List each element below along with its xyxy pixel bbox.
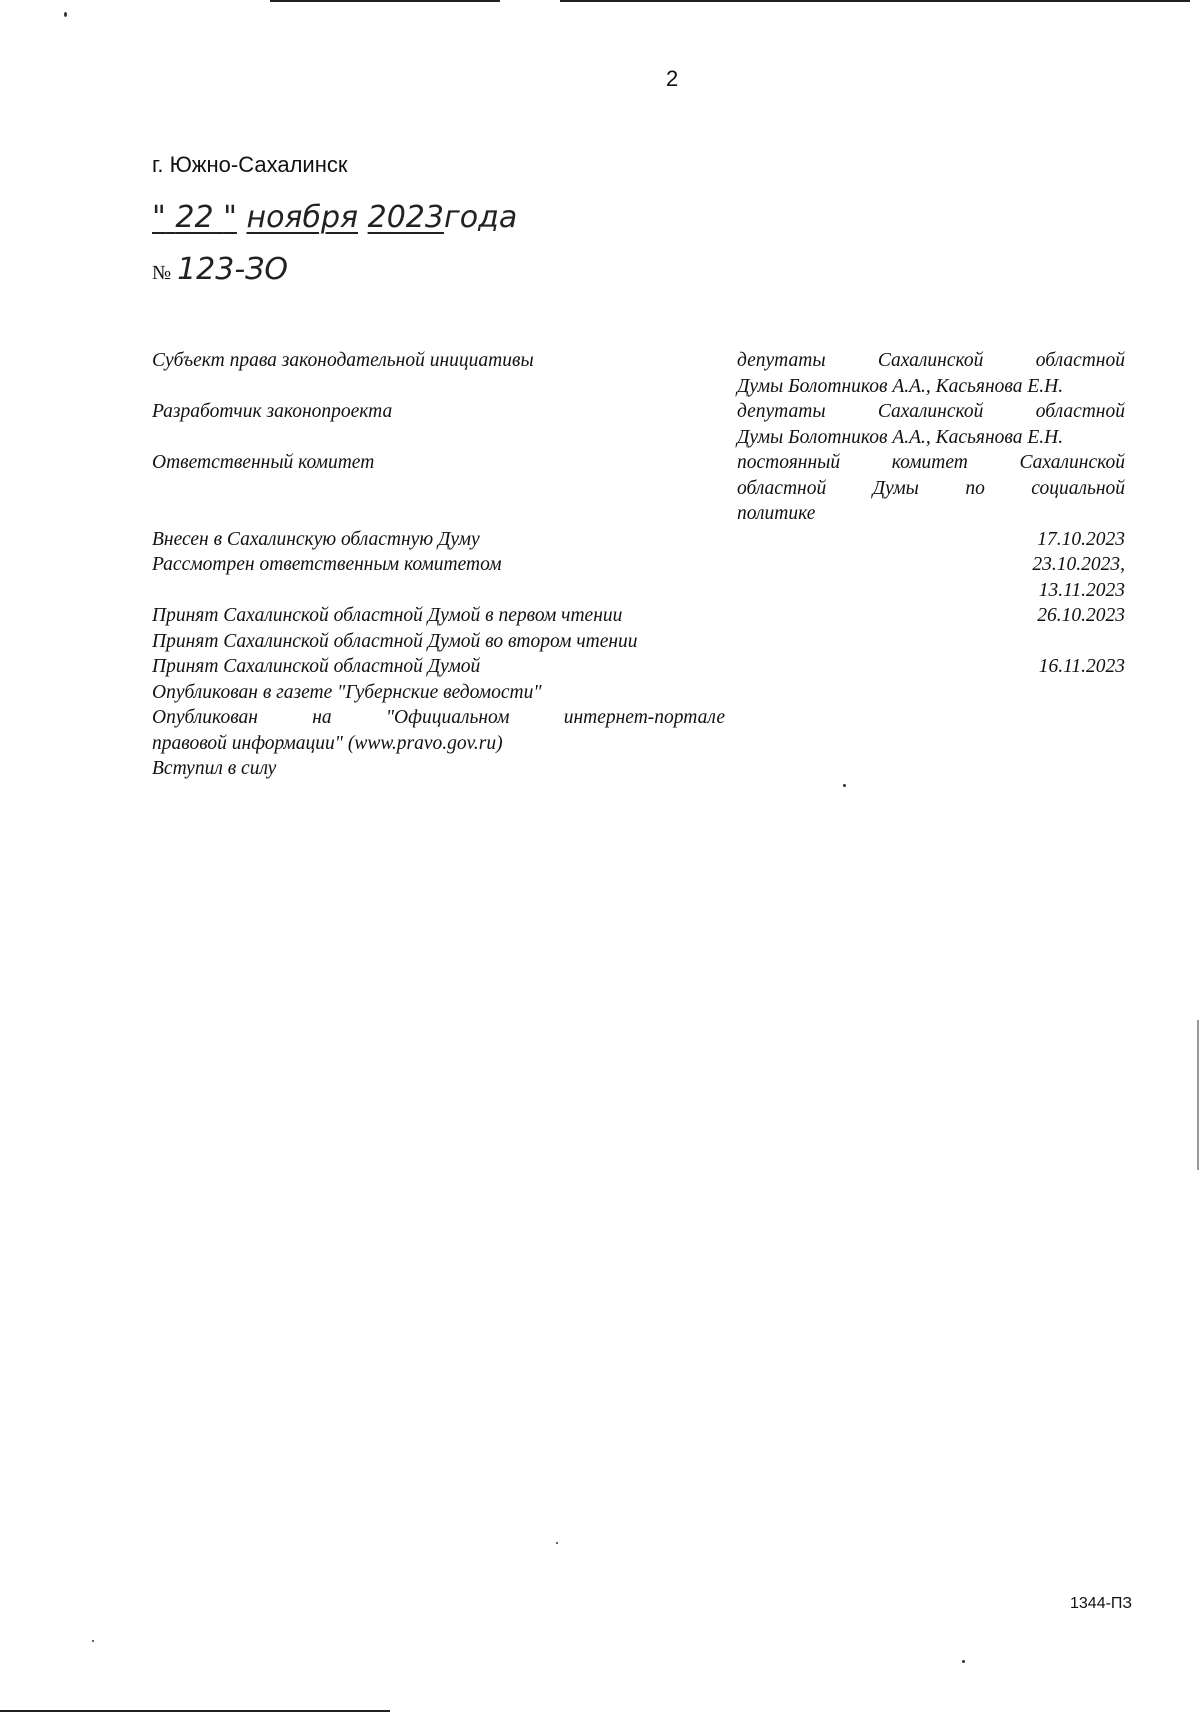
- scan-speck: [843, 784, 846, 787]
- registry-label: Вступил в силу: [152, 758, 277, 779]
- registry-date: 26.10.2023: [1037, 605, 1125, 626]
- registry-row-developer: [152, 399, 1125, 425]
- registry-date: 23.10.2023,: [1032, 554, 1125, 575]
- date-day: 22: [175, 200, 214, 235]
- registry-value: депутаты Сахалинской областной: [737, 401, 1125, 422]
- scan-speck: [92, 1640, 94, 1642]
- registry-label: Внесен в Сахалинскую областную Думу: [152, 528, 480, 550]
- date-year-suffix: года: [443, 200, 518, 235]
- scan-edge-line: [0, 1710, 390, 1712]
- registry-label: Опубликован в газете "Губернские ведомости": [152, 681, 542, 703]
- number-symbol: №: [152, 262, 172, 284]
- registry-row-published-portal: [152, 705, 1125, 731]
- page-number: 2: [666, 66, 679, 91]
- registry-table: [152, 348, 1125, 782]
- registry-row-submitted: [152, 527, 1125, 553]
- date-close-quote: ": [223, 200, 237, 235]
- scan-edge-line: [1197, 1020, 1199, 1170]
- registry-date: 13.11.2023: [1038, 579, 1125, 601]
- registry-value: Думы Болотников А.А., Касьянова Е.Н.: [737, 426, 1064, 448]
- document-code: 1344-ПЗ: [1070, 1595, 1133, 1612]
- registry-label: Ответственный комитет: [152, 452, 375, 473]
- handwritten-number: [152, 252, 288, 287]
- handwritten-date: [152, 200, 517, 235]
- registry-label: Принят Сахалинской областной Думой в первом чтении: [152, 605, 623, 626]
- scan-edge-line: [270, 0, 500, 2]
- city-name: г. Южно-Сахалинск: [152, 152, 348, 177]
- registry-value: постоянный комитет Сахалинской: [737, 452, 1125, 473]
- registry-row-committee: [152, 450, 1125, 476]
- registry-date: 16.11.2023: [1038, 656, 1125, 677]
- date-open-quote: ": [152, 200, 166, 235]
- registry-label: правовой информации" (www.pravo.gov.ru): [152, 732, 503, 754]
- registry-value: областной Думы по социальной: [737, 477, 1125, 499]
- registry-value: Думы Болотников А.А., Касьянова Е.Н.: [737, 375, 1064, 397]
- registry-label: Принят Сахалинской областной Думой во втором чтении: [152, 630, 638, 652]
- scan-speck: [962, 1660, 965, 1663]
- registry-value: политике: [737, 503, 816, 524]
- date-month: ноября: [246, 200, 359, 235]
- registry-row-subject: [152, 348, 1125, 374]
- registry-label: Опубликован на "Официальном интернет-портале: [152, 707, 725, 728]
- registry-label: Субъект права законодательной инициативы: [152, 350, 534, 371]
- registry-label: Принят Сахалинской областной Думой: [152, 656, 481, 677]
- registry-row-second-reading: [152, 629, 1125, 655]
- registry-label: Рассмотрен ответственным комитетом: [152, 554, 502, 575]
- law-number: 123-ЗО: [177, 252, 289, 287]
- registry-label: Разработчик законопроекта: [152, 401, 393, 422]
- registry-row-published-newspaper: [152, 680, 1125, 706]
- registry-date: 17.10.2023: [1037, 528, 1125, 550]
- registry-row-adopted: [152, 654, 1125, 680]
- registry-row-reviewed: [152, 552, 1125, 578]
- registry-row-in-force: [152, 756, 1125, 782]
- scan-speck: [556, 1542, 558, 1544]
- date-year: 2023: [367, 200, 444, 235]
- scan-speck: [64, 12, 67, 17]
- registry-value: депутаты Сахалинской областной: [737, 350, 1125, 371]
- scan-edge-line: [560, 0, 1190, 2]
- registry-row-first-reading: [152, 603, 1125, 629]
